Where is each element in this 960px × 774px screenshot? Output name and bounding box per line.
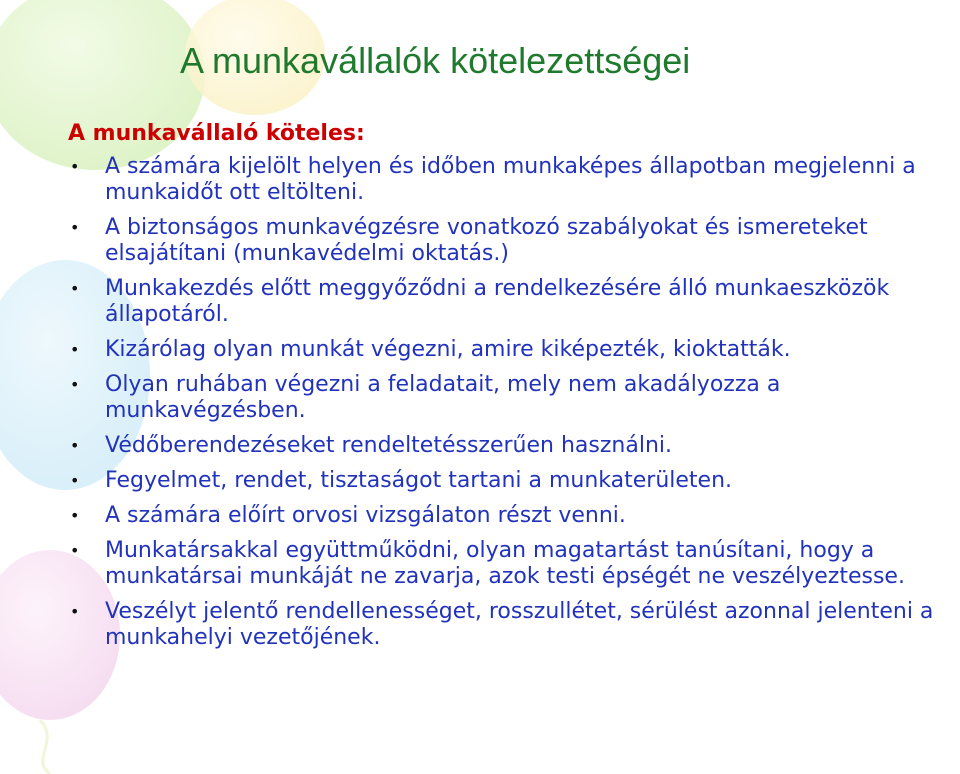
list-item-text: Olyan ruhában végezni a feladatait, mely nem akadályozza a munkavégzésben. — [105, 372, 781, 423]
slide-title: A munkavállalók kötelezettségei — [180, 40, 691, 81]
bullet-icon: • — [70, 279, 80, 298]
list-item-text: Fegyelmet, rendet, tisztaságot tartani a munkaterületen. — [105, 468, 733, 493]
balloon-string — [40, 720, 50, 774]
bullet-icon: • — [70, 436, 80, 455]
list-item-text: Kizárólag olyan munkát végezni, amire kiképezték, kioktatták. — [105, 337, 791, 362]
bullet-icon: • — [70, 340, 80, 359]
bullet-icon: • — [70, 471, 80, 490]
list-item — [70, 599, 950, 651]
list-item — [70, 503, 950, 529]
list-item — [70, 433, 950, 459]
list-item — [70, 538, 950, 590]
bullet-icon: • — [70, 506, 80, 525]
section-heading: A munkavállaló köteles: — [68, 121, 365, 146]
list-item — [70, 154, 950, 206]
bullet-icon: • — [70, 218, 80, 237]
bullet-icon: • — [70, 541, 80, 560]
bullet-icon: • — [70, 157, 80, 176]
list-item-text: Munkakezdés előtt meggyőződni a rendelkezésére álló munkaeszközök állapotáról. — [105, 276, 890, 327]
bullet-icon: • — [70, 602, 80, 621]
duty-list — [70, 154, 950, 660]
list-item-text: A biztonságos munkavégzésre vonatkozó szabályokat és ismereteket elsajátítani (munkavédelmi oktatás.) — [105, 215, 868, 266]
list-item — [70, 372, 950, 424]
list-item-text: A számára előírt orvosi vizsgálaton részt venni. — [105, 503, 626, 528]
list-item-text: Veszélyt jelentő rendellenességet, rosszullétet, sérülést azonnal jelenteni a munkahelyi vezetőjének. — [105, 599, 934, 650]
list-item — [70, 468, 950, 494]
list-item-text: Munkatársakkal együttműködni, olyan magatartást tanúsítani, hogy a munkatársai munkáját ne zavarja, azok testi épségét ne veszélyeztesse. — [105, 538, 905, 589]
list-item-text: A számára kijelölt helyen és időben munkaképes állapotban megjelenni a munkaidőt ott eltölteni. — [105, 154, 916, 205]
list-item — [70, 337, 950, 363]
list-item-text: Védőberendezéseket rendeltetésszerűen használni. — [105, 433, 672, 458]
list-item — [70, 215, 950, 267]
list-item — [70, 276, 950, 328]
bullet-icon: • — [70, 375, 80, 394]
